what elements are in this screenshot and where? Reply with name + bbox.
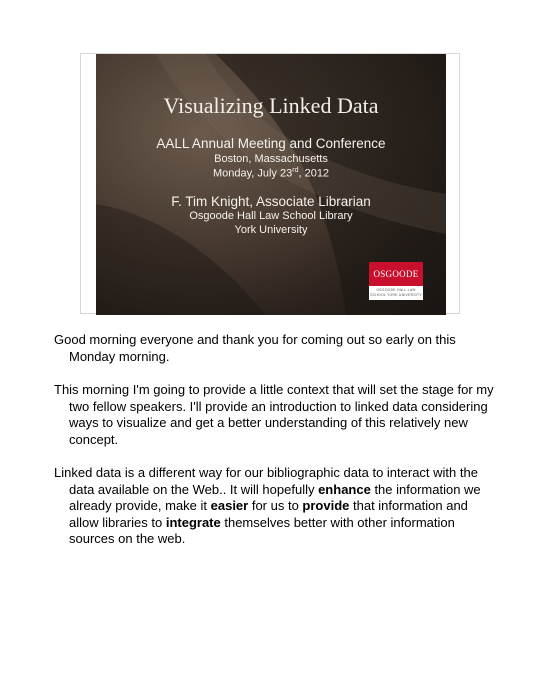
notes-paragraph-2: This morning I'm going to provide a little context that will set the stage for my two fellow speakers. I'll provide an introduction to linked data considering ways to visualize and get a better understanding of this relatively new concept. <box>54 382 494 447</box>
notes-text: for us to <box>248 498 303 513</box>
emphasis-enhance: enhance <box>318 481 371 497</box>
speaker-notes <box>54 332 494 565</box>
slide-frame <box>80 53 460 314</box>
logo-wordmark: OSGOODE <box>369 262 423 286</box>
slide-date-year: , 2012 <box>298 167 330 180</box>
emphasis-integrate: integrate <box>165 514 221 530</box>
emphasis-easier: easier <box>210 498 249 513</box>
notes-paragraph-1: Good morning everyone and thank you for coming out so early on this Monday morning. <box>54 332 456 364</box>
notes-text: the information we already provide, make it <box>69 481 481 513</box>
notes-text: Linked data is a different way for our bibliographic data to interact with the data available on the Web.. It will hopefully <box>54 465 478 497</box>
slide-institution: Osgoode Hall Law School Library <box>189 210 353 222</box>
slide-date-prefix: Monday, July 23 <box>212 167 293 180</box>
slide-thumbnail <box>96 54 446 315</box>
slide-university: York University <box>234 224 308 236</box>
slide-date <box>96 167 446 180</box>
slide-location: Boston, Massachusetts <box>214 153 328 165</box>
logo-subtext: OSGOODE HALL LAW SCHOOL YORK UNIVERSITY <box>370 288 422 297</box>
slide-presenter: F. Tim Knight, Associate Librarian <box>171 194 371 209</box>
slide-date-suffix: rd <box>292 167 299 174</box>
slide-title: Visualizing Linked Data <box>163 93 379 118</box>
notes-paragraph-3 <box>54 465 494 548</box>
osgoode-logo <box>369 262 423 300</box>
notes-text: that information and allow libraries to <box>69 498 468 530</box>
emphasis-provide: provide <box>302 498 350 513</box>
slide-event: AALL Annual Meeting and Conference <box>156 136 386 151</box>
notes-text: themselves better with other information sources on the web. <box>69 514 455 546</box>
